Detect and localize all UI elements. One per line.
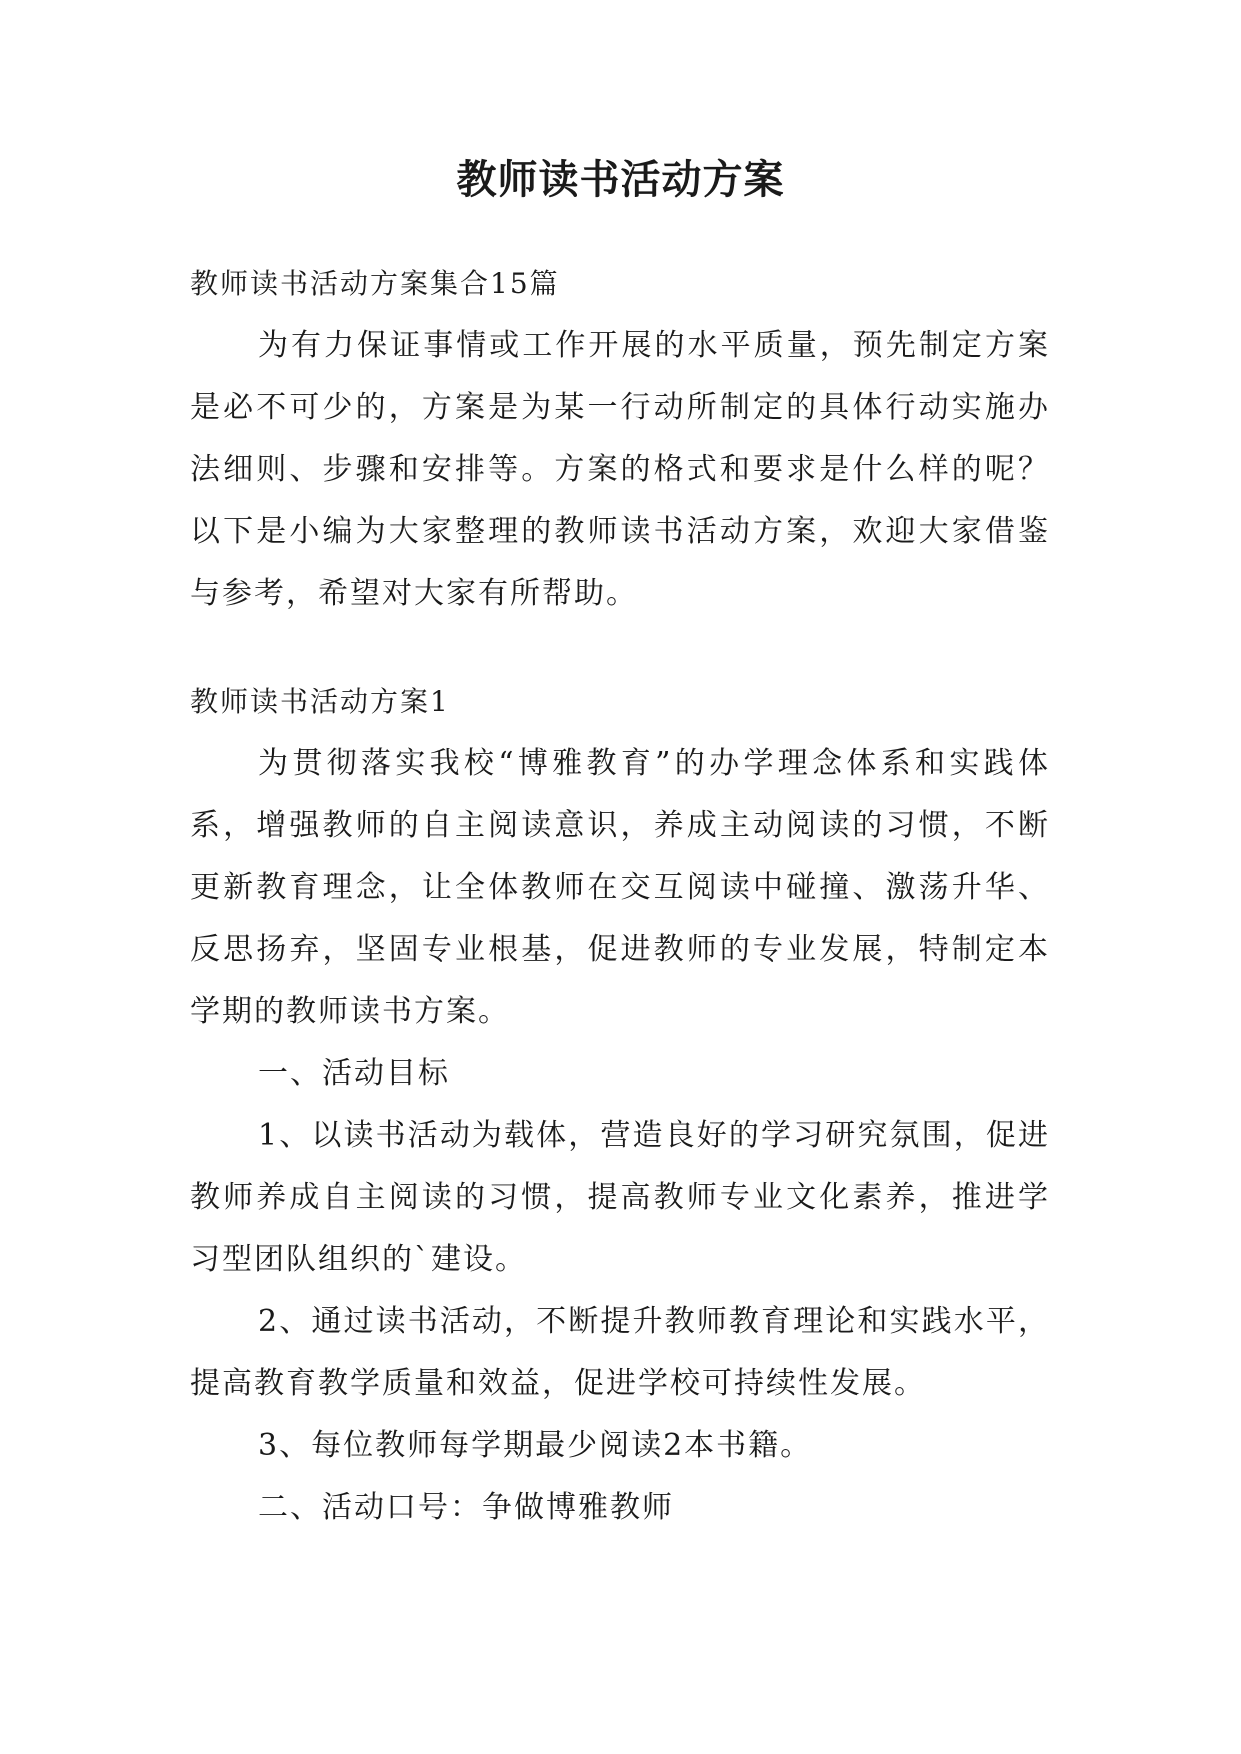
subheading-slogan: 二、活动口号：争做博雅教师 xyxy=(258,1490,674,1525)
section-heading: 教师读书活动方案1 xyxy=(190,685,450,718)
subheading-goals: 一、活动目标 xyxy=(258,1056,450,1091)
body-paragraph: 为贯彻落实我校“博雅教育”的办学理念体系和实践体系，增强教师的自主阅读意识，养成主动阅读的习惯，不断更新教育理念，让全体教师在交互阅读中碰撞、激荡升华、反思扬弃，坚固专业根基，促进教师的专业发展，特制定本学期的教师读书方案。 xyxy=(190,746,1050,1029)
collection-heading: 教师读书活动方案集合15篇 xyxy=(190,267,560,300)
intro-paragraph: 为有力保证事情或工作开展的水平质量，预先制定方案是必不可少的，方案是为某一行动所制定的具体行动实施办法细则、步骤和安排等。方案的格式和要求是什么样的呢？以下是小编为大家整理的教师读书活动方案，欢迎大家借鉴与参考，希望对大家有所帮助。 xyxy=(190,328,1050,611)
goal-item: 1、以读书活动为载体，营造良好的学习研究氛围，促进教师养成自主阅读的习惯，提高教师专业文化素养，推进学习型团队组织的`建设。 xyxy=(190,1118,1050,1277)
goal-item: 2、通过读书活动，不断提升教师教育理论和实践水平，提高教育教学质量和效益，促进学校可持续性发展。 xyxy=(190,1304,1050,1401)
page-title: 教师读书活动方案 xyxy=(456,157,785,203)
intro-section xyxy=(190,253,1050,625)
goal-item: 3、每位教师每学期最少阅读2本书籍。 xyxy=(258,1428,813,1463)
section-1 xyxy=(190,671,1050,1539)
